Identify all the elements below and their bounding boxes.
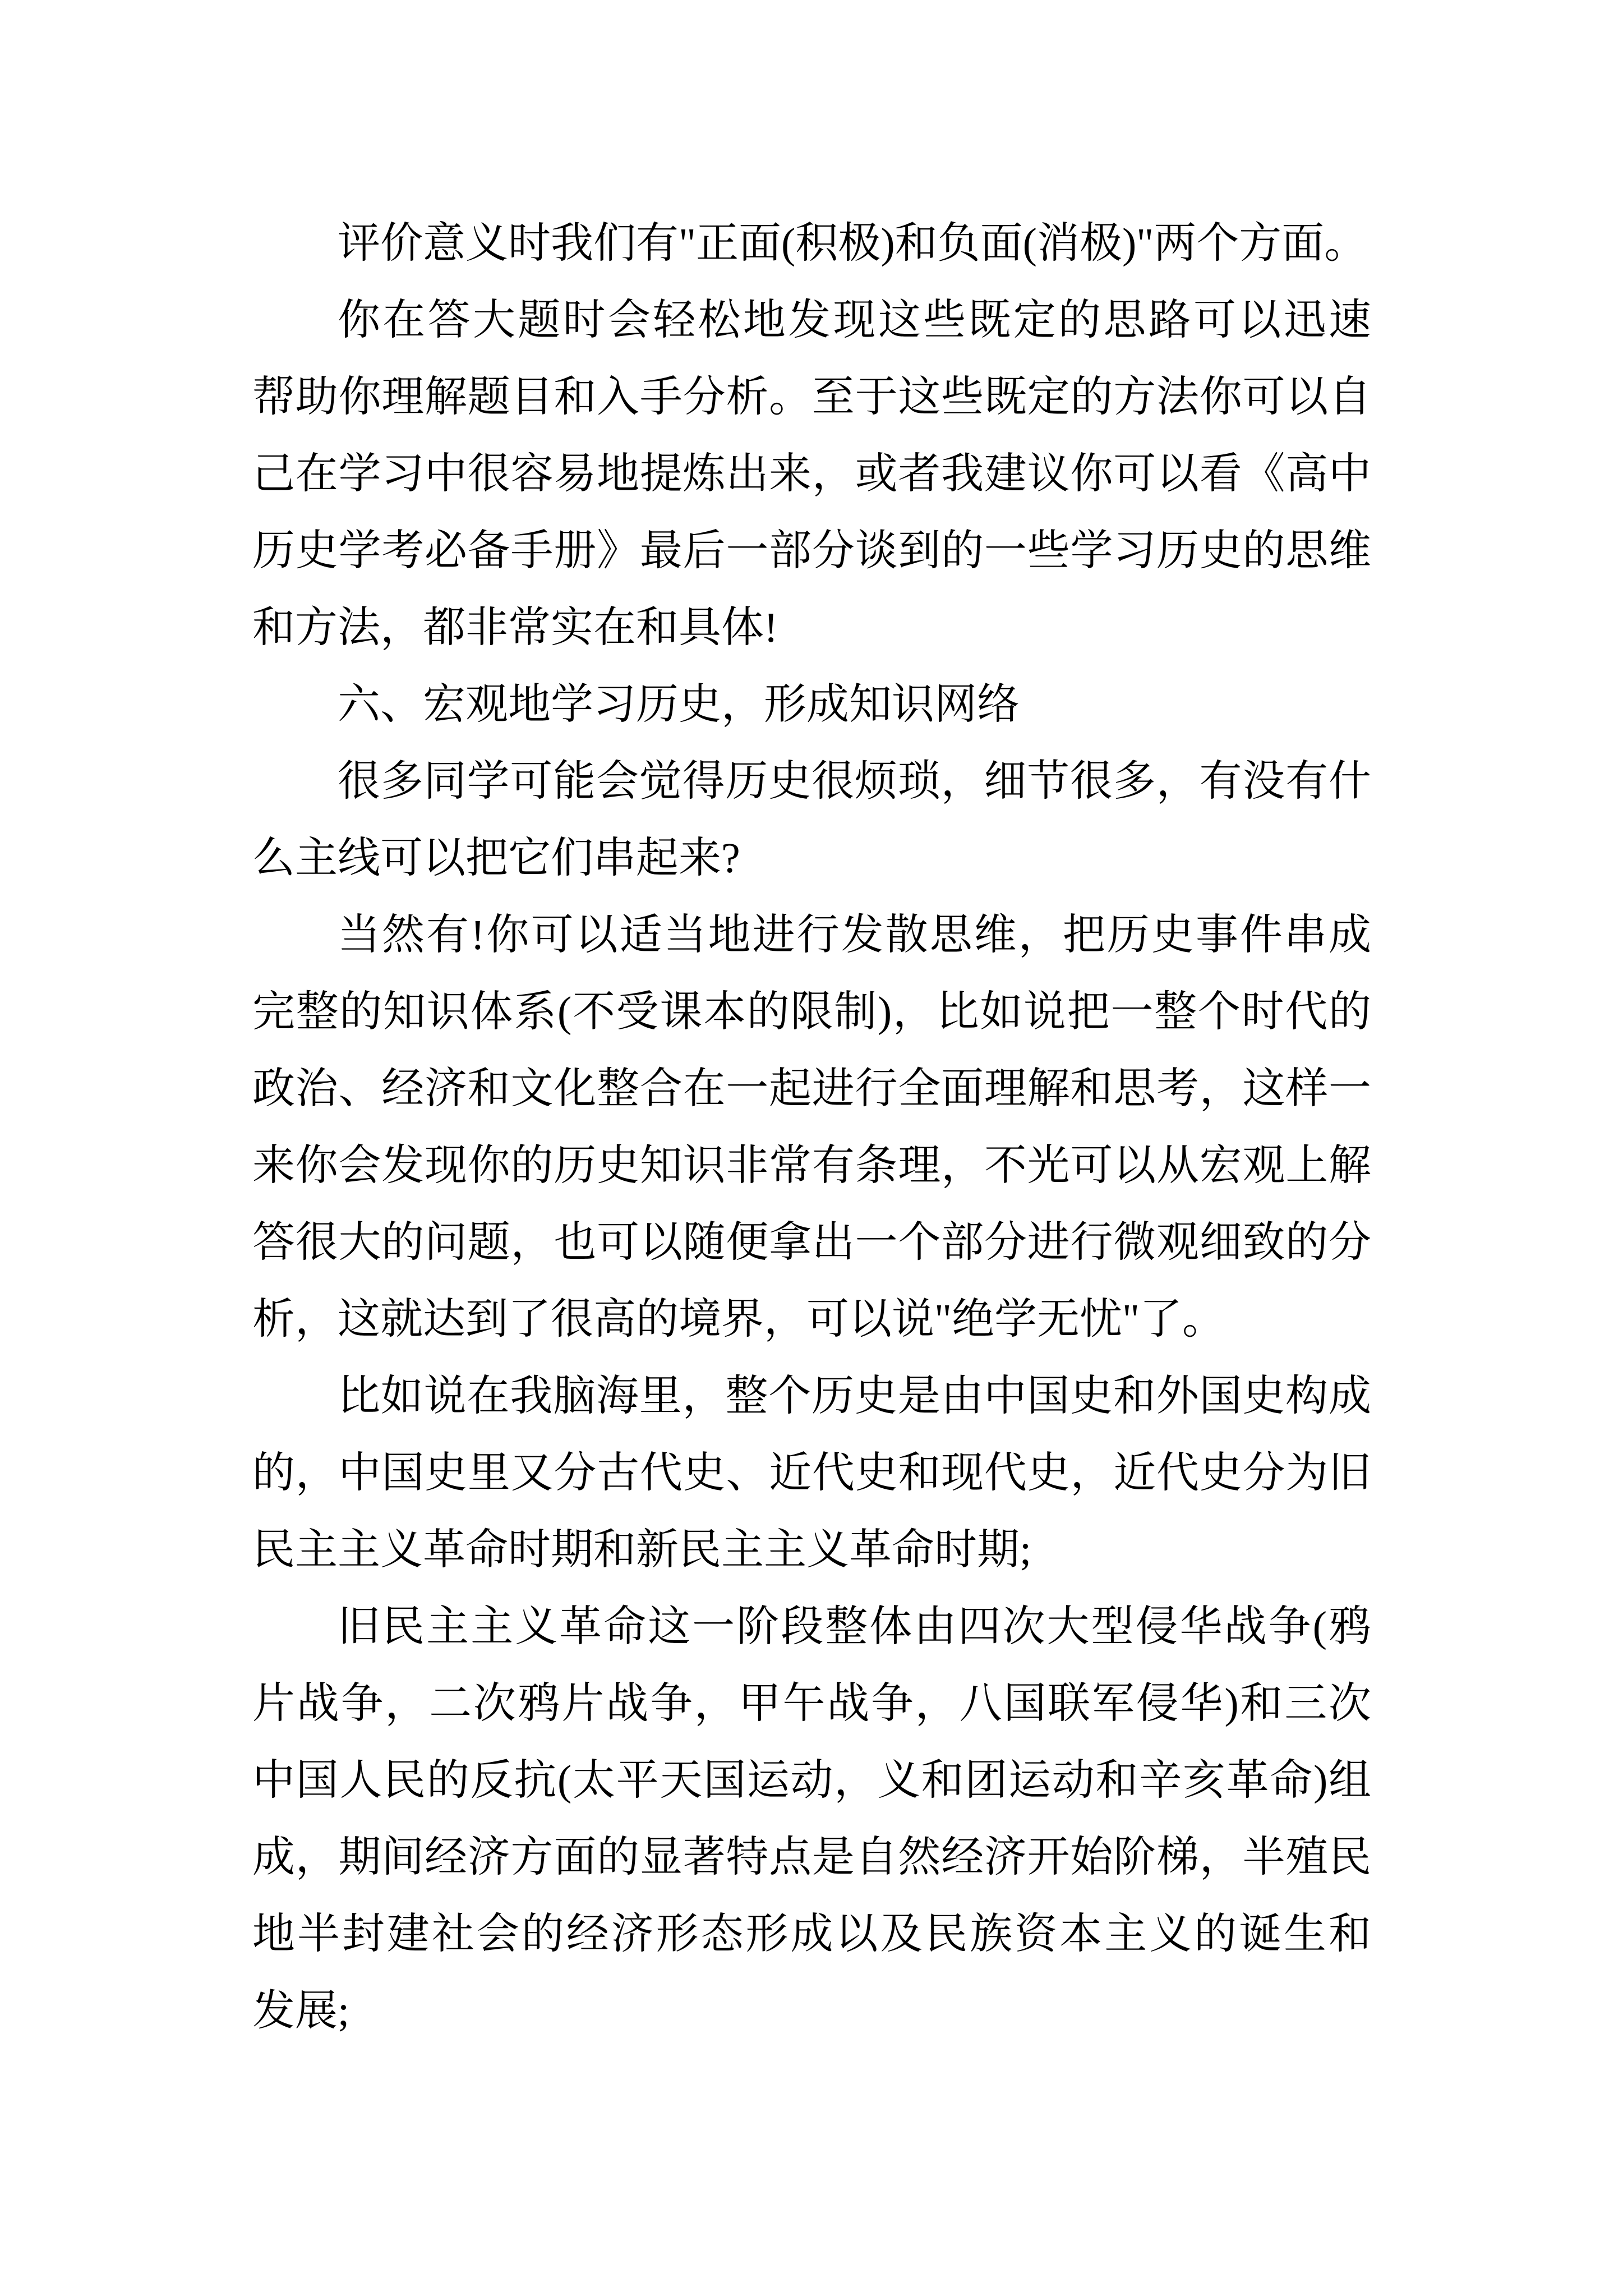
text-line: 来你会发现你的历史知识非常有条理，不光可以从宏观上解	[252, 1142, 1371, 1189]
paragraph	[252, 743, 1371, 897]
text-line: 成，期间经济方面的显著特点是自然经济开始阶梯，半殖民	[252, 1834, 1371, 1881]
text-line: 地半封建社会的经济形态形成以及民族资本主义的诞生和	[252, 1911, 1371, 1958]
paragraph	[252, 1589, 1371, 2050]
paragraph	[252, 282, 1371, 666]
paragraph	[252, 666, 1371, 743]
text-line: 帮助你理解题目和入手分析。至于这些既定的方法你可以自	[252, 374, 1371, 421]
text-line: 中国人民的反抗(太平天国运动，义和团运动和辛亥革命)组	[252, 1757, 1371, 1804]
text-line: 当然有!你可以适当地进行发散思维，把历史事件串成	[338, 912, 1371, 959]
text-line: 答很大的问题，也可以随便拿出一个部分进行微观细致的分	[252, 1219, 1371, 1266]
paragraph	[252, 205, 1371, 282]
document-body	[252, 205, 1371, 2050]
text-line: 评价意义时我们有"正面(积极)和负面(消极)"两个方面。	[338, 220, 1367, 267]
text-line: 六、宏观地学习历史，形成知识网络	[338, 681, 1020, 728]
text-line: 政治、经济和文化整合在一起进行全面理解和思考，这样一	[252, 1065, 1371, 1112]
text-line: 发展;	[252, 1987, 350, 2035]
text-line: 比如说在我脑海里，整个历史是由中国史和外国史构成	[338, 1373, 1371, 1420]
text-line: 很多同学可能会觉得历史很烦琐，细节很多，有没有什	[338, 758, 1371, 805]
text-line: 旧民主主义革命这一阶段整体由四次大型侵华战争(鸦	[338, 1603, 1371, 1650]
text-line: 么主线可以把它们串起来?	[252, 835, 740, 882]
text-line: 历史学考必备手册》最后一部分谈到的一些学习历史的思维	[252, 527, 1371, 574]
text-line: 的，中国史里又分古代史、近代史和现代史，近代史分为旧	[252, 1450, 1371, 1497]
paragraph	[252, 897, 1371, 1358]
text-line: 和方法，都非常实在和具体!	[252, 604, 778, 651]
text-line: 民主主义革命时期和新民主主义革命时期;	[252, 1526, 1032, 1573]
text-line: 析，这就达到了很高的境界，可以说"绝学无忧"了。	[252, 1296, 1225, 1343]
text-line: 己在学习中很容易地提炼出来，或者我建议你可以看《高中	[252, 450, 1371, 498]
text-line: 你在答大题时会轻松地发现这些既定的思路可以迅速	[338, 297, 1371, 344]
text-line: 片战争，二次鸦片战争，甲午战争，八国联军侵华)和三次	[252, 1680, 1371, 1727]
paragraph	[252, 1358, 1371, 1589]
text-line: 完整的知识体系(不受课本的限制)，比如说把一整个时代的	[252, 988, 1371, 1036]
